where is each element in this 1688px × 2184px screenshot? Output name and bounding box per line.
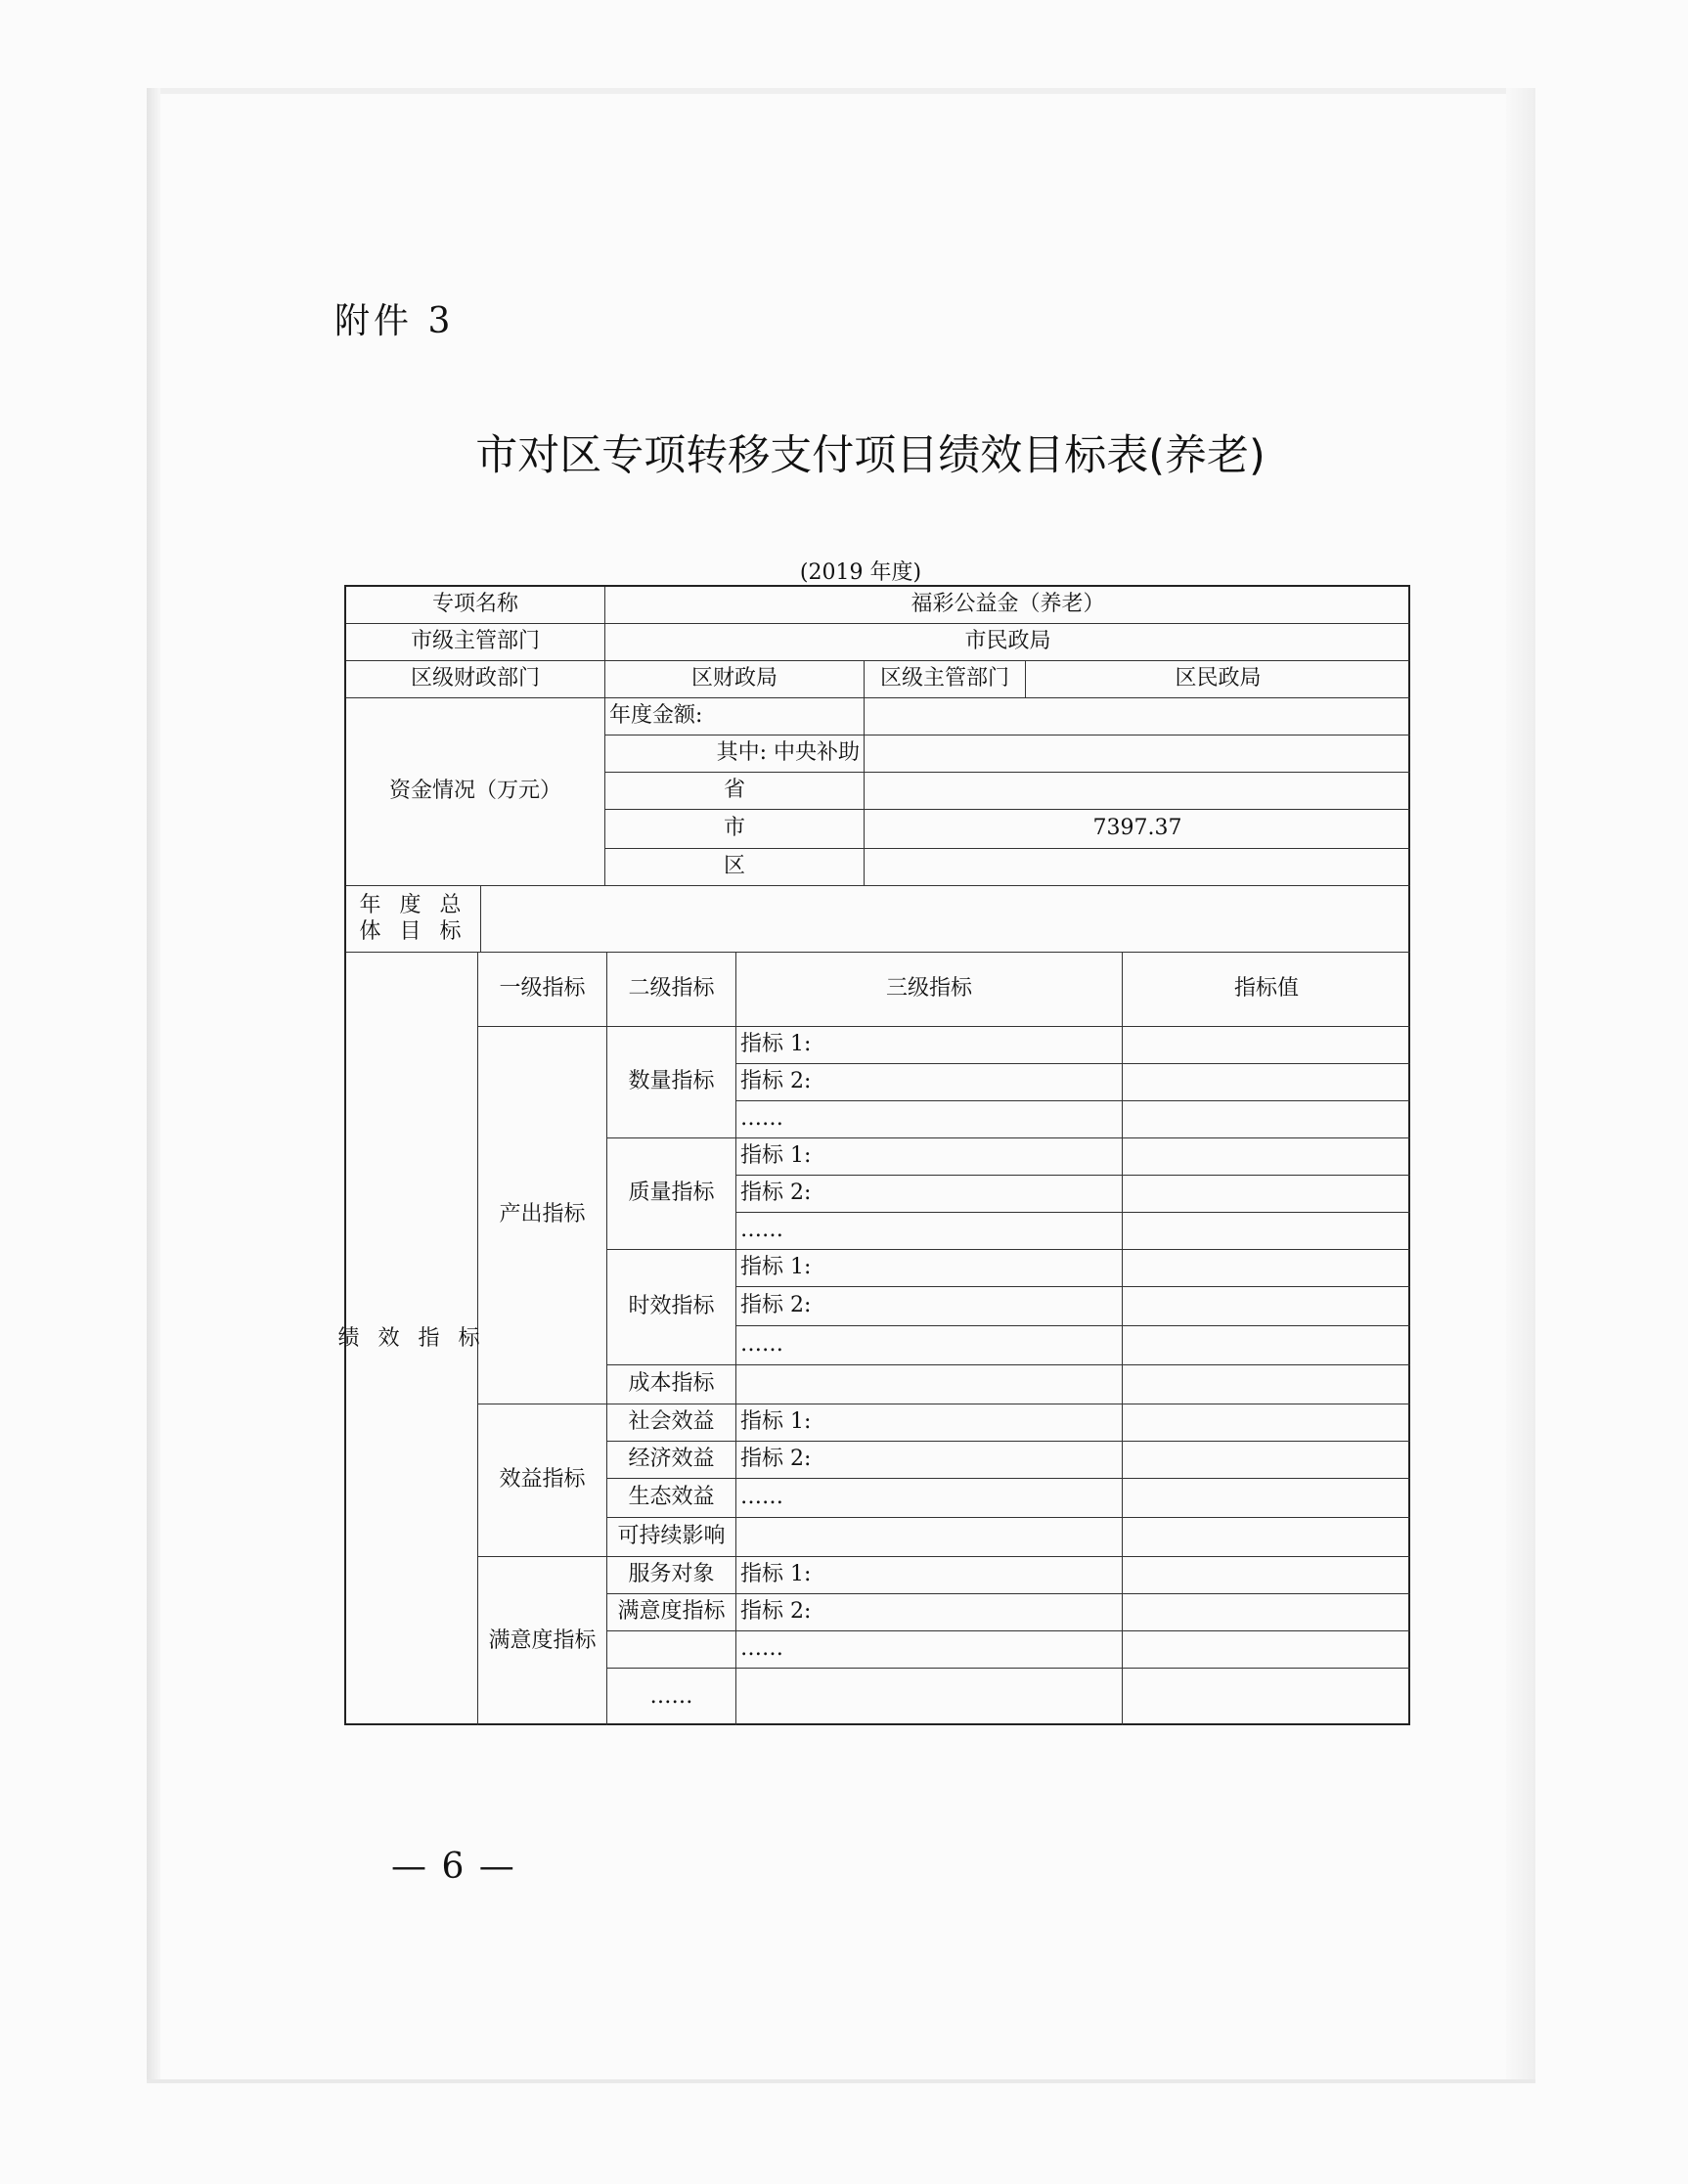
satisfaction-more-label: …… — [607, 1669, 736, 1725]
satisfaction-ind2-value — [1123, 1594, 1410, 1631]
district-value — [865, 849, 1410, 886]
satisfaction-more-ind — [736, 1669, 1123, 1725]
economic-benefit-label: 经济效益 — [607, 1442, 736, 1479]
satisfaction-blank-label — [607, 1631, 736, 1669]
project-name-label: 专项名称 — [346, 587, 605, 624]
cost-value — [1123, 1365, 1410, 1404]
level2-header: 二级指标 — [607, 953, 736, 1027]
page-number: — 6 — — [391, 1847, 516, 1887]
ecological-benefit-ellipsis: …… — [736, 1479, 1123, 1518]
quantity-ind1: 指标 1: — [736, 1027, 1123, 1064]
social-benefit-value — [1123, 1404, 1410, 1442]
social-benefit-ind1: 指标 1: — [736, 1404, 1123, 1442]
scan-edge-top — [147, 88, 1535, 94]
quality-ellipsis-value — [1123, 1213, 1410, 1250]
annual-goal-value — [481, 886, 1410, 953]
cost-indicator-label: 成本指标 — [607, 1365, 736, 1404]
service-target-value — [1123, 1557, 1410, 1594]
district-dept-label: 区级主管部门 — [865, 661, 1026, 698]
economic-benefit-value — [1123, 1442, 1410, 1479]
social-benefit-label: 社会效益 — [607, 1404, 736, 1442]
scan-edge-right — [1506, 88, 1535, 2083]
timeliness-indicator-label: 时效指标 — [607, 1250, 736, 1365]
document-title: 市对区专项转移支付项目绩效目标表(养老) — [475, 431, 1266, 480]
quality-ind1-value — [1123, 1138, 1410, 1176]
cost-ind — [736, 1365, 1123, 1404]
project-name-value: 福彩公益金（养老） — [605, 587, 1410, 624]
attachment-label: 附件 3 — [334, 301, 455, 341]
benefit-indicator-label: 效益指标 — [478, 1404, 607, 1557]
quality-indicator-label: 质量指标 — [607, 1138, 736, 1250]
city-value: 7397.37 — [865, 810, 1410, 849]
sustainable-impact-label: 可持续影响 — [607, 1518, 736, 1557]
province-value — [865, 773, 1410, 810]
satisfaction-ellipsis: …… — [736, 1631, 1123, 1669]
annual-goal-label: 年 度 总 体 目 标 — [346, 886, 481, 953]
annual-amount-value — [865, 698, 1410, 735]
service-target-ind1: 指标 1: — [736, 1557, 1123, 1594]
year-label: (2019 年度) — [799, 560, 922, 585]
quality-ind1: 指标 1: — [736, 1138, 1123, 1176]
quantity-ellipsis: …… — [736, 1101, 1123, 1138]
satisfaction-indicator-label: 满意度指标 — [478, 1557, 607, 1725]
district-dept-value: 区民政局 — [1026, 661, 1410, 698]
economic-benefit-ind2: 指标 2: — [736, 1442, 1123, 1479]
timeliness-ind2-value — [1123, 1287, 1410, 1326]
central-subsidy-label: 其中: 中央补助 — [605, 735, 865, 773]
quantity-ellipsis-value — [1123, 1101, 1410, 1138]
quantity-ind1-value — [1123, 1027, 1410, 1064]
timeliness-ellipsis: …… — [736, 1326, 1123, 1365]
output-indicator-label: 产出指标 — [478, 1027, 607, 1404]
service-target-label: 服务对象 — [607, 1557, 736, 1594]
district-finance-label: 区级财政部门 — [346, 661, 605, 698]
district-label: 区 — [605, 849, 865, 886]
quantity-ind2: 指标 2: — [736, 1064, 1123, 1101]
sustainable-impact-value — [1123, 1518, 1410, 1557]
timeliness-ellipsis-value — [1123, 1326, 1410, 1365]
city-dept-value: 市民政局 — [605, 624, 1410, 661]
annual-amount-label: 年度金额: — [605, 698, 865, 735]
level3-header: 三级指标 — [736, 953, 1123, 1027]
timeliness-ind2: 指标 2: — [736, 1287, 1123, 1326]
scan-edge-bottom — [147, 2079, 1535, 2083]
performance-target-table — [337, 585, 1410, 1725]
timeliness-ind1: 指标 1: — [736, 1250, 1123, 1287]
quantity-indicator-label: 数量指标 — [607, 1027, 736, 1138]
performance-label: 绩 效 指 标 — [346, 953, 478, 1725]
satisfaction-more-value — [1123, 1669, 1410, 1725]
quality-ind2-value — [1123, 1176, 1410, 1213]
central-subsidy-value — [865, 735, 1410, 773]
city-dept-label: 市级主管部门 — [346, 624, 605, 661]
timeliness-ind1-value — [1123, 1250, 1410, 1287]
quality-ellipsis: …… — [736, 1213, 1123, 1250]
satisfaction-ind2: 指标 2: — [736, 1594, 1123, 1631]
satisfaction-ellipsis-value — [1123, 1631, 1410, 1669]
district-finance-value: 区财政局 — [605, 661, 865, 698]
ecological-benefit-label: 生态效益 — [607, 1479, 736, 1518]
satisfaction-sub-label: 满意度指标 — [607, 1594, 736, 1631]
quantity-ind2-value — [1123, 1064, 1410, 1101]
ecological-benefit-value — [1123, 1479, 1410, 1518]
scan-edge-left — [147, 88, 160, 2083]
province-label: 省 — [605, 773, 865, 810]
sustainable-impact-ind — [736, 1518, 1123, 1557]
funds-label: 资金情况（万元） — [346, 698, 605, 886]
value-header: 指标值 — [1123, 953, 1410, 1027]
city-label: 市 — [605, 810, 865, 849]
level1-header: 一级指标 — [478, 953, 607, 1027]
quality-ind2: 指标 2: — [736, 1176, 1123, 1213]
